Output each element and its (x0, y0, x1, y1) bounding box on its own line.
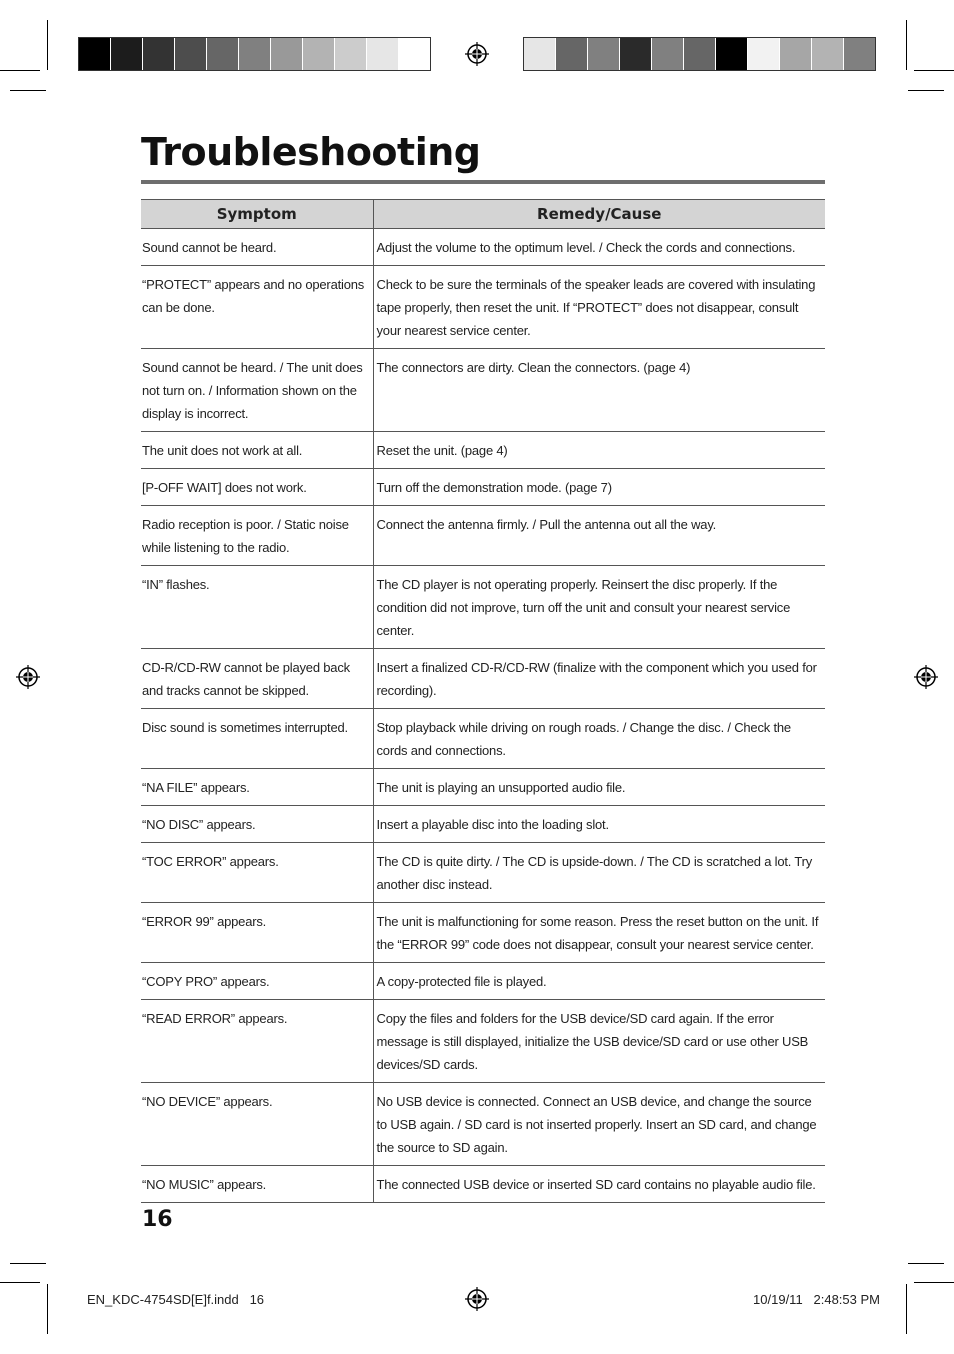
table-row (141, 506, 825, 566)
color-swatch (812, 38, 844, 70)
remedy-cell: Reset the unit. (page 4) (373, 432, 825, 469)
color-swatch (684, 38, 716, 70)
troubleshooting-table (141, 199, 825, 1203)
table-row (141, 1166, 825, 1203)
remedy-cell: Connect the antenna firmly. / Pull the antenna out all the way. (373, 506, 825, 566)
crop-mark (0, 1282, 40, 1283)
remedy-cell: The connected USB device or inserted SD card contains no playable audio file. (373, 1166, 825, 1203)
table-row (141, 649, 825, 709)
remedy-cell: A copy-protected file is played. (373, 963, 825, 1000)
display-code: [P-OFF WAIT] (142, 480, 222, 495)
symptom-cell: Sound cannot be heard. / The unit does not turn on. / Information shown on the display is incorrect. (141, 349, 373, 432)
color-bar-right (523, 37, 876, 71)
crop-mark (906, 1284, 907, 1334)
crop-mark (0, 70, 40, 71)
remedy-cell: Adjust the volume to the optimum level. / Check the cords and connections. (373, 229, 825, 266)
registration-mark-icon (465, 1287, 489, 1311)
crop-mark (10, 90, 46, 91)
table-row (141, 566, 825, 649)
symptom-text: does not work. (221, 480, 307, 495)
color-bar-left (78, 37, 431, 71)
symptom-cell: “TOC ERROR” appears. (141, 843, 373, 903)
table-row (141, 806, 825, 843)
color-swatch (716, 38, 748, 70)
color-swatch (239, 38, 271, 70)
remedy-cell: The unit is playing an unsupported audio file. (373, 769, 825, 806)
symptom-cell: “READ ERROR” appears. (141, 1000, 373, 1083)
remedy-cell: The CD player is not operating properly. Reinsert the disc properly. If the condition did not improve, turn off the unit and consult your nearest service center. (373, 566, 825, 649)
color-swatch (652, 38, 684, 70)
table-row (141, 469, 825, 506)
remedy-cell: Stop playback while driving on rough roads. / Change the disc. / Check the cords and connections. (373, 709, 825, 769)
title-rule (141, 180, 825, 184)
color-swatch (303, 38, 335, 70)
color-swatch (335, 38, 367, 70)
symptom-cell: “COPY PRO” appears. (141, 963, 373, 1000)
symptom-cell: “IN” flashes. (141, 566, 373, 649)
crop-mark (10, 1263, 46, 1264)
color-swatch (748, 38, 780, 70)
symptom-cell: “NO MUSIC” appears. (141, 1166, 373, 1203)
remedy-cell: No USB device is connected. Connect an USB device, and change the source to USB again. / SD card is not inserted properly. Insert an SD card, and change the source to SD again. (373, 1083, 825, 1166)
color-swatch (844, 38, 875, 70)
crop-mark (914, 70, 954, 71)
color-swatch (79, 38, 111, 70)
table-row (141, 963, 825, 1000)
color-swatch (399, 38, 430, 70)
table-row (141, 349, 825, 432)
symptom-cell: “ERROR 99” appears. (141, 903, 373, 963)
page-title: Troubleshooting (141, 130, 481, 174)
registration-mark-icon (465, 42, 489, 66)
table-row (141, 266, 825, 349)
table-row (141, 229, 825, 266)
crop-mark (908, 1263, 944, 1264)
registration-mark-icon (914, 665, 938, 689)
table-header-row (141, 200, 825, 229)
symptom-cell: “PROTECT” appears and no operations can be done. (141, 266, 373, 349)
registration-mark-icon (16, 665, 40, 689)
color-swatch (524, 38, 556, 70)
crop-mark (914, 1282, 954, 1283)
crop-mark (47, 20, 48, 70)
footer-file-name: EN_KDC-4754SD[E]f.indd 16 (87, 1292, 265, 1307)
remedy-cell: Copy the files and folders for the USB device/SD card again. If the error message is still displayed, initialize the USB device/SD card or use other USB devices/SD cards. (373, 1000, 825, 1083)
symptom-cell: Sound cannot be heard. (141, 229, 373, 266)
symptom-cell (141, 469, 373, 506)
symptom-cell: “NO DISC” appears. (141, 806, 373, 843)
color-swatch (207, 38, 239, 70)
remedy-cell: The CD is quite dirty. / The CD is upside-down. / The CD is scratched a lot. Try another disc instead. (373, 843, 825, 903)
crop-mark (906, 20, 907, 70)
symptom-cell: “NA FILE” appears. (141, 769, 373, 806)
remedy-cell: The connectors are dirty. Clean the connectors. (page 4) (373, 349, 825, 432)
color-swatch (367, 38, 399, 70)
remedy-cell: Check to be sure the terminals of the speaker leads are covered with insulating tape properly, then reset the unit. If “PROTECT” does not disappear, consult your nearest service center. (373, 266, 825, 349)
remedy-cell: The unit is malfunctioning for some reason. Press the reset button on the unit. If the “ERROR 99” code does not disappear, consult your nearest service center. (373, 903, 825, 963)
table-row (141, 1083, 825, 1166)
remedy-cell: Turn off the demonstration mode. (page 7) (373, 469, 825, 506)
color-swatch (143, 38, 175, 70)
color-swatch (780, 38, 812, 70)
symptom-cell: CD-R/CD-RW cannot be played back and tracks cannot be skipped. (141, 649, 373, 709)
symptom-cell: Radio reception is poor. / Static noise while listening to the radio. (141, 506, 373, 566)
color-swatch (620, 38, 652, 70)
remedy-cell: Insert a playable disc into the loading slot. (373, 806, 825, 843)
color-swatch (271, 38, 303, 70)
header-symptom: Symptom (141, 200, 373, 229)
table-row (141, 843, 825, 903)
remedy-cell: Insert a finalized CD-R/CD-RW (finalize with the component which you used for recording). (373, 649, 825, 709)
symptom-cell: The unit does not work at all. (141, 432, 373, 469)
crop-mark (908, 90, 944, 91)
table-row (141, 903, 825, 963)
page-number: 16 (142, 1207, 173, 1232)
table-row (141, 432, 825, 469)
color-swatch (556, 38, 588, 70)
table-row (141, 769, 825, 806)
table-row (141, 709, 825, 769)
color-swatch (111, 38, 143, 70)
color-swatch (175, 38, 207, 70)
table-row (141, 1000, 825, 1083)
symptom-cell: “NO DEVICE” appears. (141, 1083, 373, 1166)
footer-timestamp: 10/19/11 2:48:53 PM (753, 1292, 880, 1307)
crop-mark (47, 1284, 48, 1334)
header-remedy: Remedy/Cause (373, 200, 825, 229)
symptom-cell: Disc sound is sometimes interrupted. (141, 709, 373, 769)
color-swatch (588, 38, 620, 70)
